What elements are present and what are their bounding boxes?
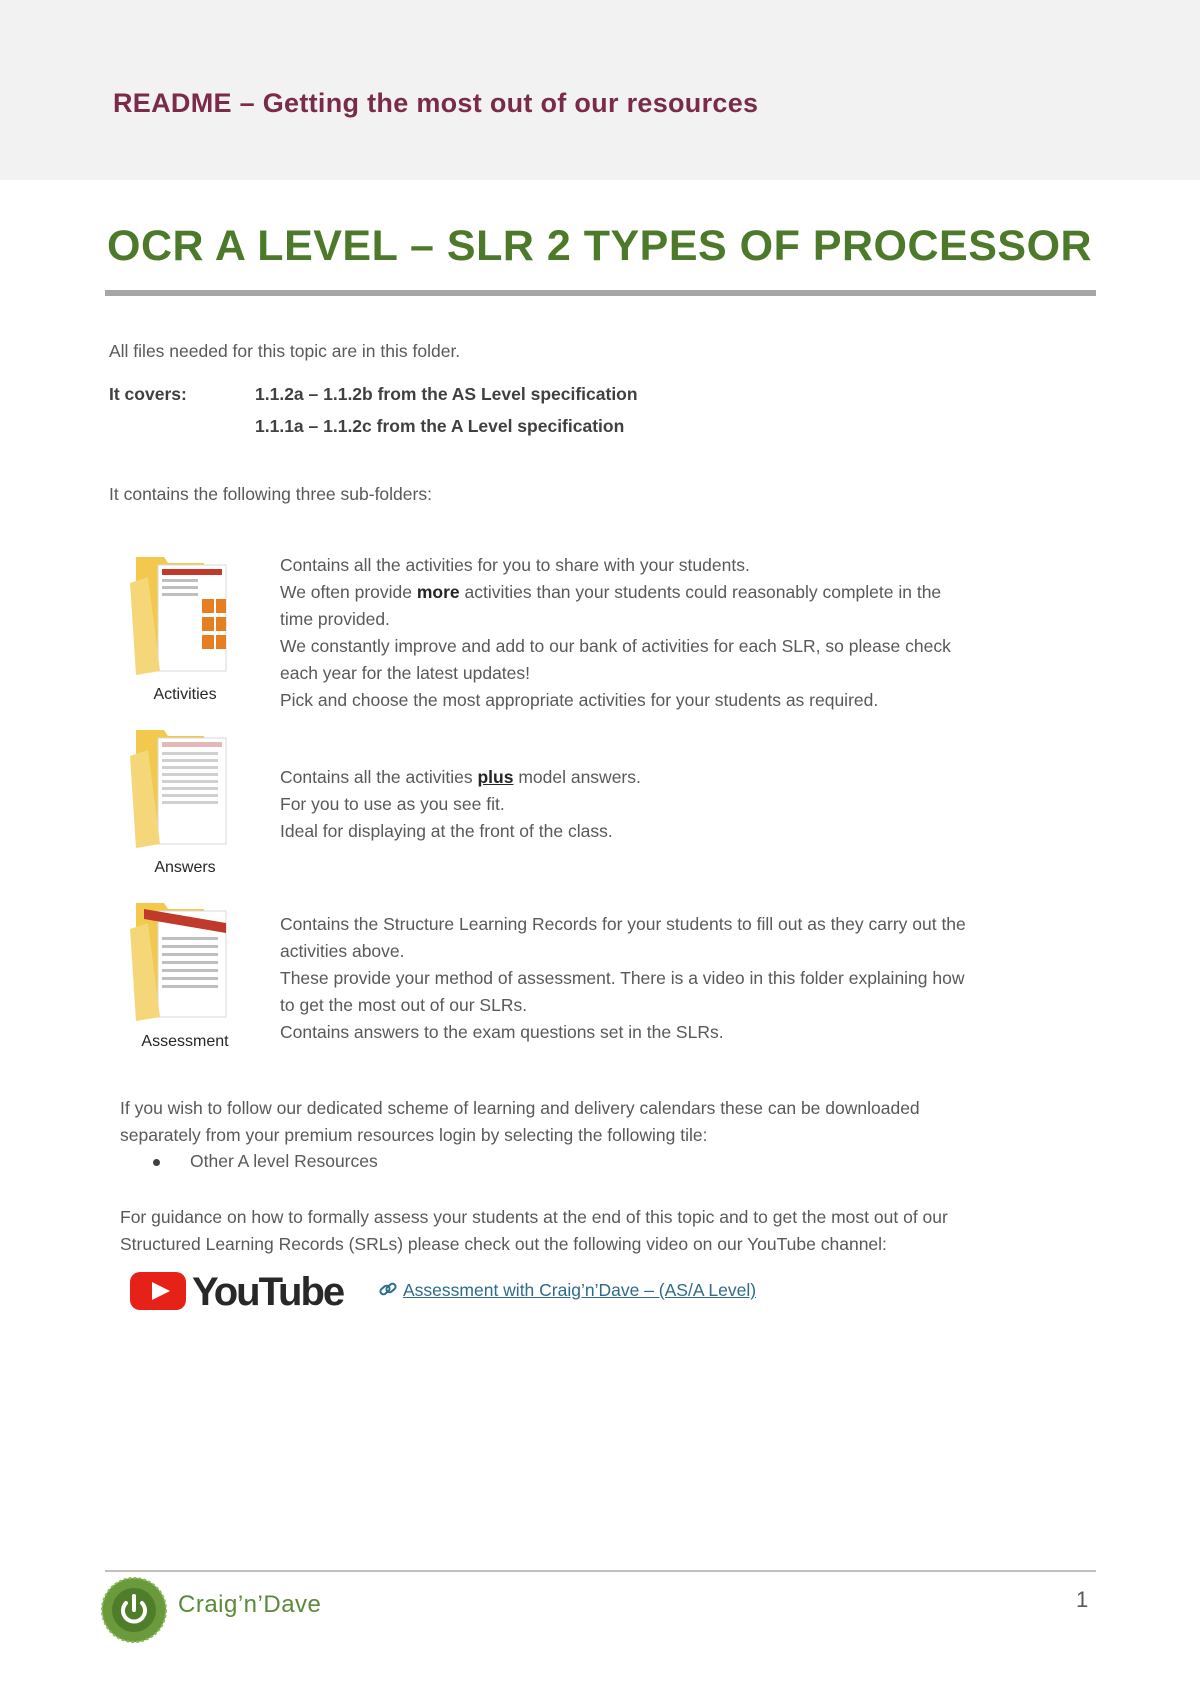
activities-description — [280, 552, 1080, 714]
desc-line: These provide your method of assessment. There is a video in this folder explaining how — [280, 968, 965, 988]
subfolders-intro: It contains the following three sub-folders: — [109, 484, 432, 504]
page-number: 1 — [1076, 1587, 1089, 1612]
intro-text: All files needed for this topic are in this folder. — [109, 341, 461, 361]
desc-line: to get the most out of our SLRs. — [280, 995, 528, 1015]
assessment-video-link[interactable]: Assessment with Craig’n’Dave – (AS/A Level) — [378, 1279, 756, 1301]
youtube-logo[interactable] — [130, 1270, 344, 1314]
scheme-text: If you wish to follow our dedicated scheme of learning and delivery calendars these can be downloaded — [120, 1098, 920, 1118]
guidance-text: For guidance on how to formally assess your students at the end of this topic and to get the most out of our — [120, 1207, 948, 1227]
guidance-text: Structured Learning Records (SRLs) please check out the following video on our YouTube channel: — [120, 1234, 887, 1254]
covers-item: 1.1.2a – 1.1.2b from the AS Level specification — [255, 384, 638, 404]
covers-item: 1.1.1a – 1.1.2c from the A Level specification — [255, 416, 625, 436]
desc-line: For you to use as you see fit. — [280, 794, 505, 814]
desc-line: We often provide more activities than your students could reasonably complete in the — [280, 582, 942, 602]
answers-folder-icon[interactable] — [130, 726, 240, 856]
desc-line: time provided. — [280, 609, 390, 629]
bullet-icon — [153, 1159, 160, 1166]
assessment-folder-icon[interactable] — [130, 899, 240, 1029]
answers-description — [280, 764, 1080, 845]
bullet-item: Other A level Resources — [153, 1151, 378, 1172]
assessment-folder-label: Assessment — [141, 1033, 229, 1050]
craig-n-dave-logo-icon — [100, 1576, 168, 1644]
desc-line: Contains the Structure Learning Records for your students to fill out as they carry out the — [280, 914, 966, 934]
desc-line: We constantly improve and add to our bank of activities for each SLR, so please check — [280, 636, 951, 656]
scheme-text: separately from your premium resources login by selecting the following tile: — [120, 1125, 708, 1145]
link-icon — [378, 1279, 398, 1299]
activities-folder-icon[interactable] — [130, 553, 240, 683]
svg-text:YouTube: YouTube — [192, 1270, 344, 1314]
footer-divider — [105, 1570, 1096, 1572]
page-title: OCR A LEVEL – SLR 2 TYPES OF PROCESSOR — [107, 222, 1093, 270]
desc-line: Ideal for displaying at the front of the class. — [280, 821, 613, 841]
assessment-description — [280, 911, 1080, 1046]
covers-label: It covers: — [109, 384, 187, 404]
desc-line: Contains all the activities for you to share with your students. — [280, 555, 750, 575]
activities-folder-label: Activities — [153, 686, 217, 703]
footer-brand: Craig’n’Dave — [178, 1591, 322, 1618]
desc-line: activities above. — [280, 941, 405, 961]
desc-line: Pick and choose the most appropriate activities for your students as required. — [280, 690, 879, 710]
title-divider — [105, 290, 1096, 296]
header-title: README – Getting the most out of our resources — [113, 88, 759, 118]
answers-folder-label: Answers — [154, 859, 216, 876]
desc-line: Contains answers to the exam questions set in the SLRs. — [280, 1022, 724, 1042]
desc-line: Contains all the activities plus model answers. — [280, 767, 641, 787]
desc-line: each year for the latest updates! — [280, 663, 531, 683]
